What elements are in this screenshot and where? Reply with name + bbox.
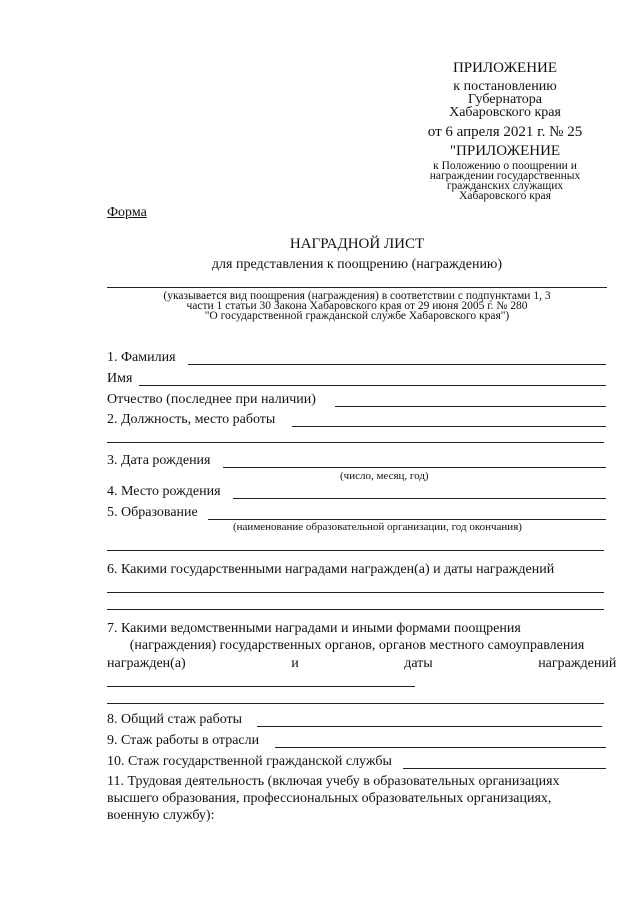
instruction-line-1: (указывается вид поощрения (награждения) в соответствии с подпунктами 1, 3 xyxy=(163,290,551,302)
industry-experience-field[interactable] xyxy=(275,747,606,748)
appendix-quoted-heading: "ПРИЛОЖЕНИЕ xyxy=(449,143,561,159)
total-experience-label: 8. Общий стаж работы xyxy=(107,712,243,727)
position-field[interactable] xyxy=(292,426,606,427)
position-field-continued[interactable] xyxy=(107,442,604,443)
resolution-date-number: от 6 апреля 2021 г. № 25 xyxy=(427,124,583,140)
dept-awards-field[interactable] xyxy=(107,686,415,687)
position-label: 2. Должность, место работы xyxy=(107,412,276,427)
regulation-line-1: к Положению о поощрении и xyxy=(433,160,577,172)
state-awards-field-continued[interactable] xyxy=(107,609,604,610)
birth-date-label: 3. Дата рождения xyxy=(107,453,211,468)
state-awards-field[interactable] xyxy=(107,592,604,593)
page-subtitle: для представления к поощрению (награждению) xyxy=(211,257,503,272)
instruction-line-3: "О государственной гражданской службе Хабаровского края") xyxy=(204,310,510,322)
page-title: НАГРАДНОЙ ЛИСТ xyxy=(289,236,425,252)
resolution-line-3: Хабаровского края xyxy=(449,105,561,120)
birth-place-field[interactable] xyxy=(233,498,606,499)
work-history-line-2: высшего образования, профессиональных образовательных организациях, xyxy=(107,791,552,806)
patronymic-label: Отчество (последнее при наличии) xyxy=(107,392,316,407)
instruction-line-2: части 1 статьи 30 Закона Хабаровского края от 29 июня 2005 г. № 280 xyxy=(186,300,528,312)
industry-experience-label: 9. Стаж работы в отрасли xyxy=(107,733,260,748)
birth-place-label: 4. Место рождения xyxy=(107,484,221,499)
dept-awards-line-1: 7. Какими ведомственными наградами и иными формами поощрения xyxy=(107,621,521,636)
education-hint: (наименование образовательной организации, год окончания) xyxy=(233,521,522,533)
birth-date-field[interactable] xyxy=(223,467,606,468)
work-history-line-3: военную службу): xyxy=(107,808,215,823)
work-history-line-1: 11. Трудовая деятельность (включая учебу в образовательных организациях xyxy=(107,774,560,789)
surname-field[interactable] xyxy=(188,364,606,365)
appendix-heading: ПРИЛОЖЕНИЕ xyxy=(452,60,558,76)
name-label: Имя xyxy=(107,371,133,386)
birth-date-hint: (число, месяц, год) xyxy=(340,470,429,482)
dept-awards-field-continued[interactable] xyxy=(107,703,604,704)
resolution-line-1: к постановлению xyxy=(453,79,557,94)
total-experience-field[interactable] xyxy=(257,726,602,727)
dept-awards-line-2: (награждения) государственных органов, органов местного самоуправления xyxy=(129,638,585,653)
patronymic-field[interactable] xyxy=(335,406,606,407)
regulation-line-2: награждении государственных xyxy=(429,170,581,182)
state-awards-label: 6. Какими государственными наградами награжден(а) и даты награждений xyxy=(107,562,555,577)
civil-service-experience-label: 10. Стаж государственной гражданской службы xyxy=(107,754,392,769)
education-field-continued[interactable] xyxy=(107,550,604,551)
regulation-line-4: Хабаровского края xyxy=(459,190,551,202)
civil-service-experience-field[interactable] xyxy=(403,768,606,769)
education-label: 5. Образование xyxy=(107,505,198,520)
form-label: Форма xyxy=(107,205,147,220)
dept-awards-line-3: награжден(а) и даты награждений xyxy=(107,656,617,671)
resolution-line-2: Губернатора xyxy=(467,92,543,107)
surname-label: 1. Фамилия xyxy=(107,350,176,365)
name-field[interactable] xyxy=(139,385,606,386)
regulation-line-3: гражданских служащих xyxy=(446,180,564,192)
award-type-line xyxy=(107,287,607,288)
education-field[interactable] xyxy=(208,519,606,520)
